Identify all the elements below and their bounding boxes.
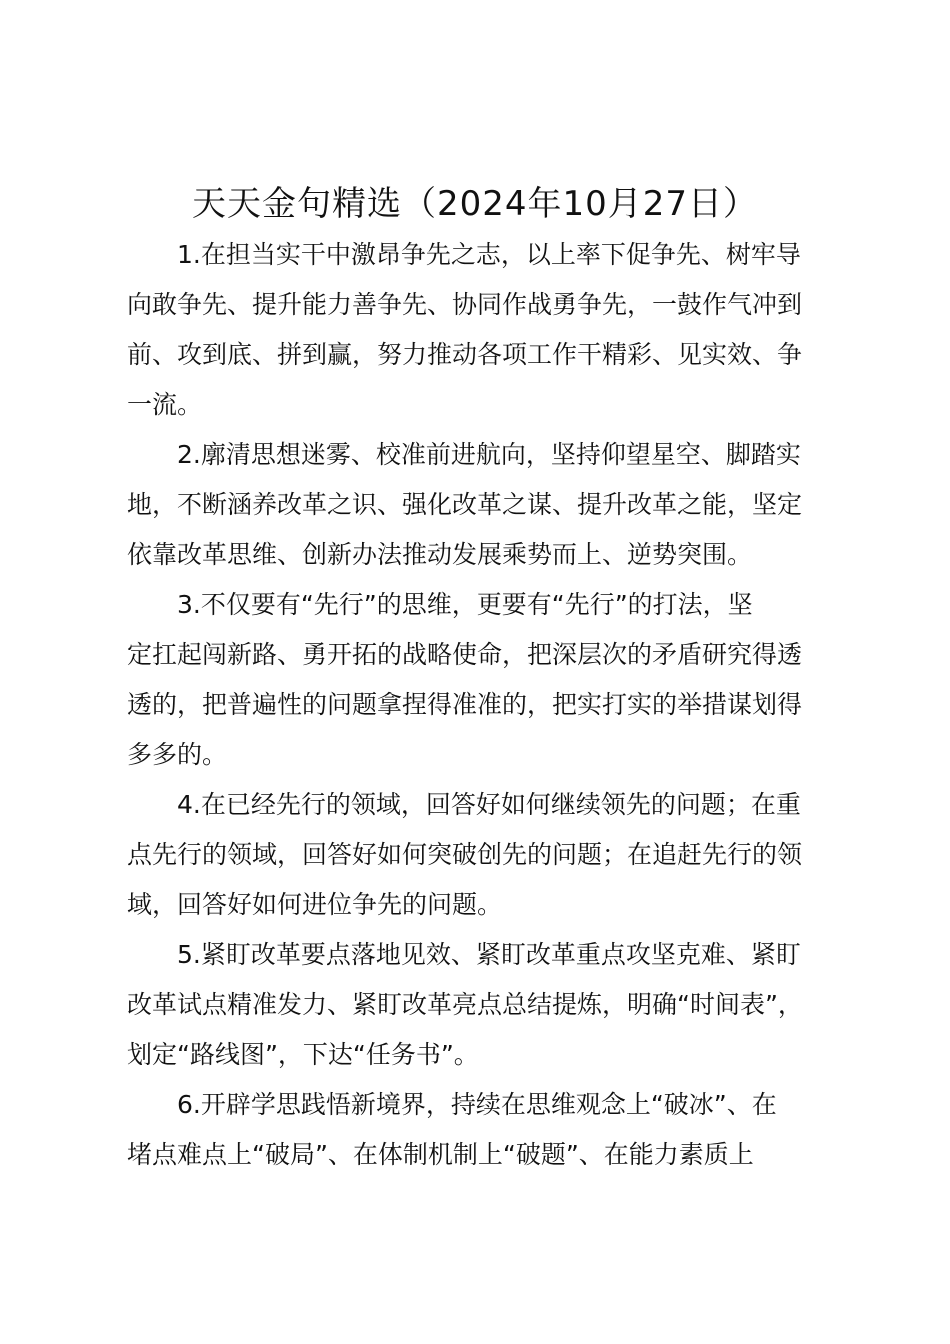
paragraph-6-line-2: 堵点难点上“破局”、在体制机制上“破题”、在能力素质上 <box>127 1140 754 1169</box>
paragraph-3-line-4: 多多的。 <box>127 740 228 769</box>
paragraph-4-line-3: 域，回答好如何进位争先的问题。 <box>127 890 503 919</box>
paragraph-1-line-1: 1.在担当实干中激昂争先之志，以上率下促争先、树牢导 <box>177 240 801 269</box>
paragraph-3-line-2: 定扛起闯新路、勇开拓的战略使命，把深层次的矛盾研究得透 <box>127 640 803 669</box>
paragraph-1-line-4: 一流。 <box>127 390 203 419</box>
paragraph-5-line-2: 改革试点精准发力、紧盯改革亮点总结提炼，明确“时间表”， <box>127 990 803 1019</box>
paragraph-3-line-3: 透的，把普遍性的问题拿捏得准准的，把实打实的举措谋划得 <box>127 690 803 719</box>
paragraph-4-line-2: 点先行的领域，回答好如何突破创先的问题；在追赶先行的领 <box>127 840 803 869</box>
paragraph-1-line-3: 前、攻到底、拼到赢，努力推动各项工作干精彩、见实效、争 <box>127 340 803 369</box>
paragraph-4-line-1: 4.在已经先行的领域，回答好如何继续领先的问题；在重 <box>177 790 801 819</box>
document-title: 天天金句精选（2024年10月27日） <box>191 184 759 224</box>
paragraph-2-line-1: 2.廓清思想迷雾、校准前进航向，坚持仰望星空、脚踏实 <box>177 440 801 469</box>
paragraph-5-line-1: 5.紧盯改革要点落地见效、紧盯改革重点攻坚克难、紧盯 <box>177 940 801 969</box>
paragraph-3-line-1: 3.不仅要有“先行”的思维，更要有“先行”的打法，坚 <box>177 590 753 619</box>
paragraph-5-line-3: 划定“路线图”，下达“任务书”。 <box>127 1040 479 1069</box>
paragraph-1-line-2: 向敢争先、提升能力善争先、协同作战勇争先，一鼓作气冲到 <box>127 290 803 319</box>
paragraph-2-line-3: 依靠改革思维、创新办法推动发展乘势而上、逆势突围。 <box>127 540 753 569</box>
paragraph-2-line-2: 地，不断涵养改革之识、强化改革之谋、提升改革之能，坚定 <box>127 490 803 519</box>
paragraph-6-line-1: 6.开辟学思践悟新境界，持续在思维观念上“破冰”、在 <box>177 1090 777 1119</box>
